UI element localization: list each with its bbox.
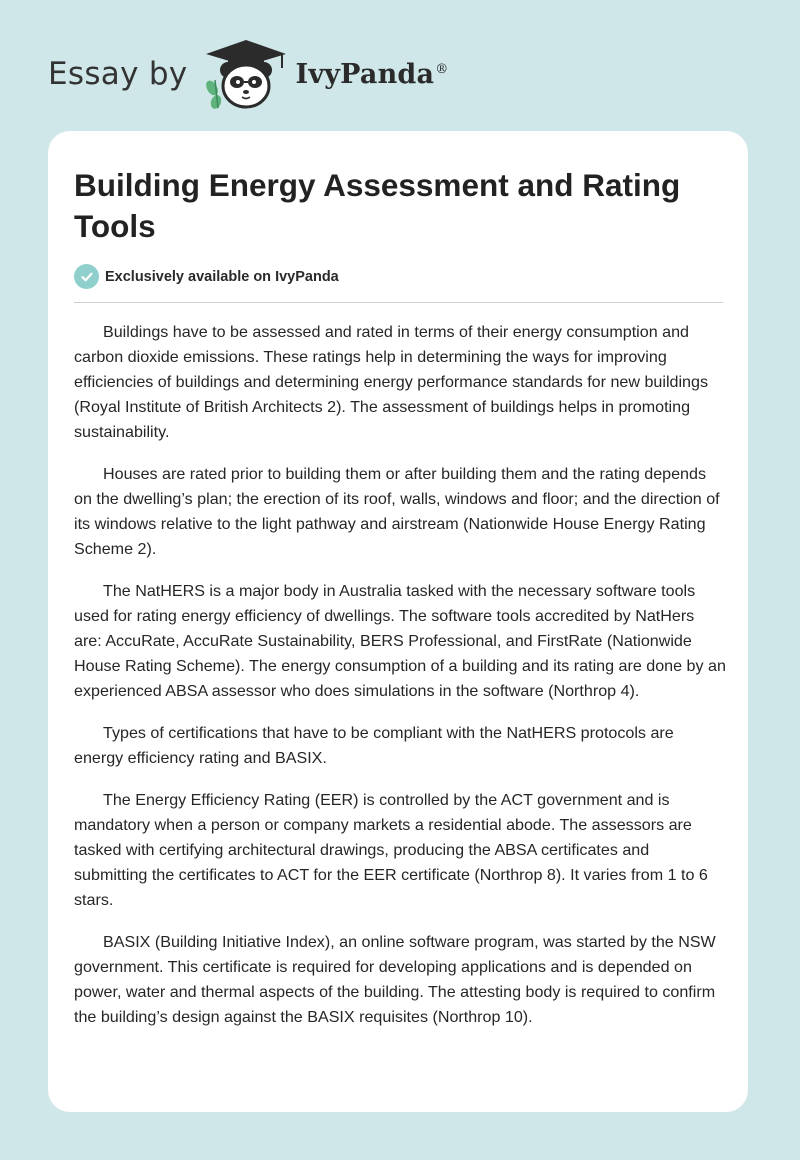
registered-mark: ®	[435, 61, 449, 77]
paragraph: The NatHERS is a major body in Australia tasked with the necessary software tools used for rating energy efficiency of dwellings. The software tools accredited by NatHers are: AccuRate, AccuRate Sustainability, BERS Professional, and FirstRate (Nationwide House Rating Scheme). The energy consumption of a building and its rating are done by an experienced ABSA assessor who does simulations in the software (Northrop 4).	[74, 582, 726, 700]
paragraph: Houses are rated prior to building them or after building them and the rating depends on the dwelling’s plan; the erection of its roof, walls, windows and floor; and the direction of its windows relative to the light pathway and airstream (Nationwide House Energy Rating Scheme 2).	[74, 465, 720, 558]
paragraph: Buildings have to be assessed and rated in terms of their energy consumption and carbon dioxide emissions. These ratings help in determining the ways for improving efficiencies of buildings and determining energy performance standards for new buildings (Royal Institute of British Architects 2). The assessment of buildings helps in promoting sustainability.	[74, 323, 708, 441]
site-header	[48, 36, 448, 112]
check-badge-icon	[74, 264, 99, 289]
brand-name	[296, 59, 449, 90]
ivypanda-logo[interactable]	[202, 36, 449, 112]
paragraph: The Energy Efficiency Rating (EER) is controlled by the ACT government and is mandatory when a person or company markets a residential abode. The assessors are tasked with certifying architectural drawings, producing the ABSA certificates and submitting the certificates to ACT for the EER certificate (Northrop 8). It varies from 1 to 6 stars.	[74, 791, 708, 909]
exclusive-badge	[74, 264, 339, 289]
title-divider	[74, 302, 723, 303]
paragraph: BASIX (Building Initiative Index), an online software program, was started by the NSW government. This certificate is required for developing applications and is depended on power, water and thermal aspects of the building. The attesting body is required to confirm the building’s design against the BASIX requisites (Northrop 10).	[74, 933, 716, 1026]
essay-title: Building Energy Assessment and Rating Tools	[74, 167, 681, 244]
brand-text: IvyPanda	[295, 58, 435, 90]
essay-body	[74, 320, 726, 1047]
essay-by-label: Essay by	[48, 56, 188, 92]
exclusive-label: Exclusively available on IvyPanda	[105, 268, 339, 285]
panda-mascot-icon	[202, 36, 290, 112]
paragraph: Types of certifications that have to be compliant with the NatHERS protocols are energy efficiency rating and BASIX.	[74, 724, 674, 767]
essay-card	[48, 131, 748, 1112]
